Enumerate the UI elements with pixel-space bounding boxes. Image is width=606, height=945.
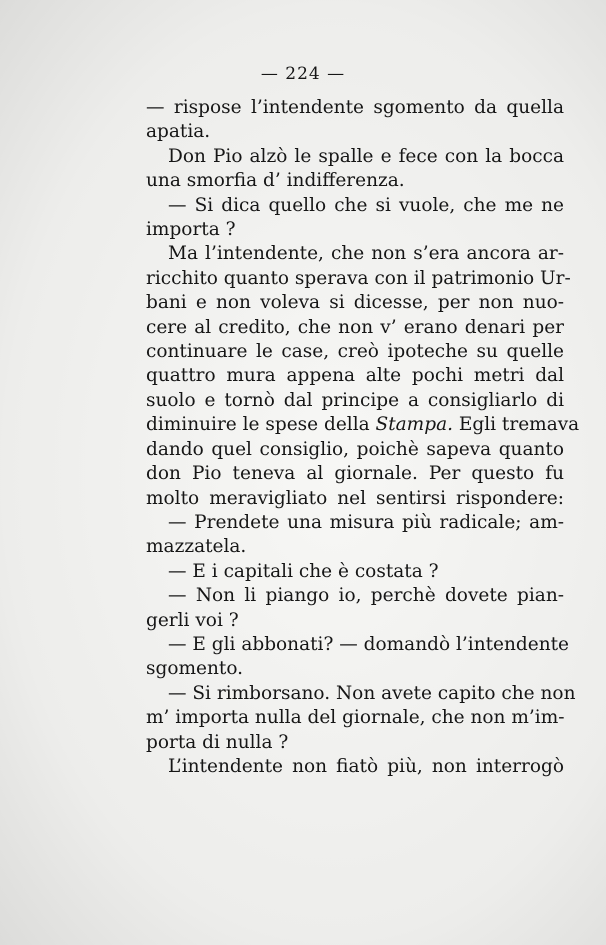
text-fragment: diminuire le spese della bbox=[146, 414, 370, 436]
text-line: — E gli abbonati? — domandò l’intendente bbox=[168, 633, 569, 655]
text-line: dando quel consiglio, poichè sapeva quanto bbox=[146, 438, 564, 460]
text-line: L’intendente non fiatò più, non interrogò bbox=[168, 755, 564, 777]
text-line: ricchito quanto sperava con il patrimonio Ur- bbox=[146, 267, 571, 289]
text-fragment: Egli tremava bbox=[458, 414, 580, 436]
text-line: Don Pio alzò le spalle e fece con la bocca bbox=[168, 145, 564, 167]
text-line: Ma l’intendente, che non s’era ancora ar- bbox=[168, 243, 564, 265]
body-text bbox=[146, 96, 580, 779]
text-line: — Si dica quello che si vuole, che me ne bbox=[168, 194, 564, 216]
text-line: — rispose l’intendente sgomento da quella bbox=[146, 97, 564, 118]
text-line: cere al credito, che non v’ erano denari per bbox=[146, 316, 564, 338]
text-line bbox=[146, 413, 580, 437]
text-line: m’ importa nulla del giornale, che non m’im- bbox=[146, 707, 565, 729]
italic-title: Stampa. bbox=[375, 414, 453, 436]
text-line: don Pio teneva al giornale. Per questo fu bbox=[146, 463, 564, 485]
text-line: gerli voi ? bbox=[146, 609, 239, 631]
text-line: quattro mura appena alte pochi metri dal bbox=[146, 365, 564, 387]
page-number: — 224 — bbox=[260, 64, 346, 84]
text-line: — Non li piango io, perchè dovete pian- bbox=[168, 585, 564, 607]
text-line: una smorfia d’ indifferenza. bbox=[146, 170, 405, 192]
text-line: mazzatela. bbox=[146, 536, 247, 558]
text-line: molto meravigliato nel sentirsi rispondere: bbox=[146, 487, 564, 509]
text-line: — Prendete una misura più radicale; am- bbox=[168, 511, 564, 533]
text-line: apatia. bbox=[146, 121, 211, 143]
text-line: — Si rimborsano. Non avete capito che non bbox=[168, 682, 576, 704]
text-line: sgomento. bbox=[146, 658, 244, 680]
text-line: — E i capitali che è costata ? bbox=[168, 560, 439, 582]
text-line: porta di nulla ? bbox=[146, 731, 289, 753]
text-line: continuare le case, creò ipoteche su quelle bbox=[146, 341, 564, 363]
text-line: suolo e tornò dal principe a consigliarlo di bbox=[146, 389, 564, 411]
text-line: bani e non voleva si dicesse, per non nuo- bbox=[146, 292, 564, 314]
text-line: importa ? bbox=[146, 219, 236, 241]
